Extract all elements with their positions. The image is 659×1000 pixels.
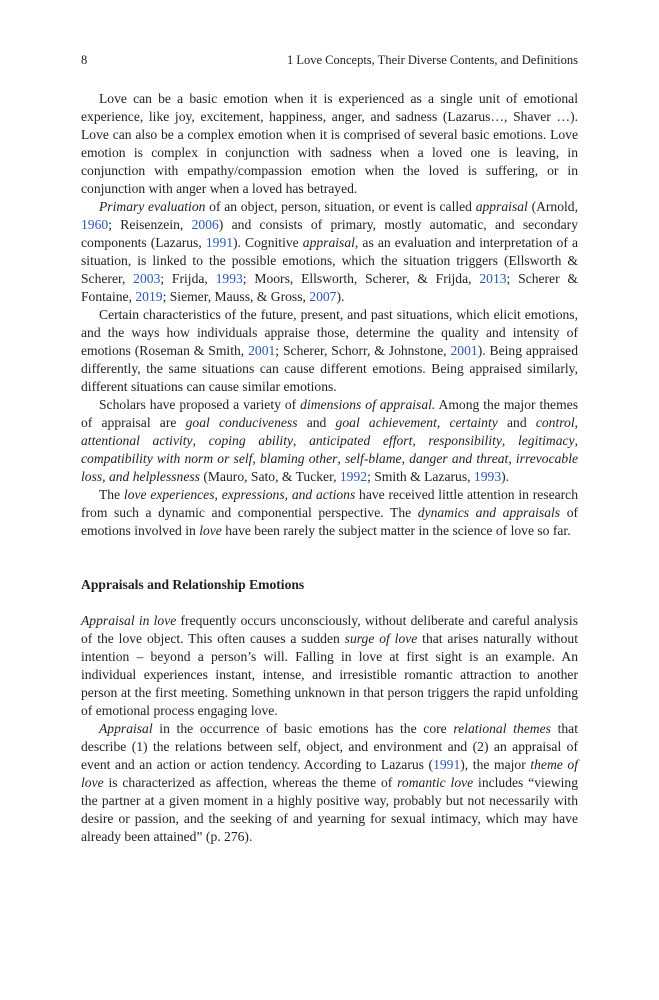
citation-link[interactable]: 2013	[479, 271, 507, 286]
text-run: in the occurrence of basic emotions has the core	[152, 721, 454, 736]
text-run: ).	[336, 289, 345, 304]
text-run: Among the major themes of appraisal are	[81, 397, 578, 430]
italic-term: irrevocable loss	[81, 451, 579, 484]
italic-term: control	[535, 415, 575, 430]
text-run: ). Being appraised differently, the same situations can cause different emotions. Being appraised similarly, different situations can cause similar emotions.	[81, 343, 579, 394]
text-run: Love can be a basic emotion when it is experienced as a single unit of emotional experience, like joy, excitement, happiness, anger, and sadness (Lazarus…, Shaver …). Love can also be a complex emotion when it is comprised of several basic emotions. Love emotion is complex in conjunction with sadness when a loved one is leaving, in conjunction with empathy/compassion emotion when the loved is suffering, or in conjunction with anger when a loved has betrayed.	[81, 91, 578, 196]
citation-link[interactable]: 1960	[81, 217, 109, 232]
italic-term: certainty	[449, 415, 498, 430]
text-run: Scholars have proposed a variety of	[99, 397, 301, 412]
italic-term: responsibility	[428, 433, 502, 448]
text-run: ,	[574, 433, 579, 448]
citation-link[interactable]: 2006	[191, 217, 219, 232]
text-run: ; Siemer, Mauss, & Gross,	[162, 289, 310, 304]
text-run: ,	[337, 451, 345, 466]
paragraph	[81, 720, 578, 846]
italic-term: danger and threat	[409, 451, 509, 466]
italic-term: Appraisal	[99, 721, 153, 736]
text-run: , as an evaluation and interpretation of a situation, is linked to the possible emotions, which the situation triggers (Ellsworth & Scherer,	[81, 235, 578, 286]
italic-term: dimensions of appraisal.	[300, 397, 436, 412]
text-run: includes “viewing the partner at a given moment in a highly positive way, probably but not necessarily with desire or passion, and the seeking of and yearning for sexual intimacy, which may have already been attained” (p. 276).	[81, 775, 579, 844]
text-run: ; Frijda,	[160, 271, 216, 286]
italic-term: attentional activity	[81, 433, 193, 448]
running-head: 1 Love Concepts, Their Diverse Contents, and Definitions	[286, 53, 578, 67]
citation-link[interactable]: 1991	[433, 757, 461, 772]
text-run: ,	[252, 451, 260, 466]
italic-term: coping ability	[208, 433, 294, 448]
section-spacer	[81, 540, 578, 576]
italic-term: love	[199, 523, 222, 538]
italic-term: surge of love	[344, 631, 418, 646]
citation-link[interactable]: 2007	[309, 289, 337, 304]
italic-term: dynamics and appraisals	[417, 505, 561, 520]
section-heading: Appraisals and Relationship Emotions	[81, 577, 305, 592]
text-run: The	[99, 487, 124, 502]
paragraph	[81, 486, 578, 540]
text-run: and	[497, 415, 536, 430]
italic-term: blaming other	[259, 451, 338, 466]
text-run: ,	[214, 487, 222, 502]
text-run: ; Scherer, Schorr, & Johnstone,	[275, 343, 451, 358]
italic-term: expressions	[221, 487, 285, 502]
text-run: and	[297, 415, 336, 430]
text-run: is characterized as affection, whereas the theme of	[103, 775, 398, 790]
italic-term: relational themes	[453, 721, 551, 736]
italic-term: love experiences	[123, 487, 215, 502]
citation-link[interactable]: 2001	[248, 343, 276, 358]
italic-term: romantic love	[397, 775, 474, 790]
text-run: that arises naturally without intention – beyond a person’s will. Falling in love at first sight is an example. An individual experiences instant, intense, and irresistible romantic attraction to another person at the first meeting. Something unknown in that person triggers the rapid unfolding of emotional process engaging love.	[81, 631, 578, 718]
text-run: ) and consists of primary, mostly automatic, and secondary components (Lazarus,	[81, 217, 578, 250]
text-run: frequently occurs unconsciously, without deliberate and careful analysis of the love object. This often causes a sudden	[81, 613, 578, 646]
text-run: ,	[284, 487, 292, 502]
italic-term: Appraisal in love	[81, 613, 177, 628]
heading-spacer	[81, 594, 578, 612]
citation-link[interactable]: 1991	[205, 235, 234, 250]
paragraph	[81, 612, 578, 720]
italic-term: goal conduciveness	[185, 415, 298, 430]
citation-link[interactable]: 2001	[450, 343, 478, 358]
citation-link[interactable]: 2019	[135, 289, 163, 304]
text-run: (Arnold,	[527, 199, 579, 214]
italic-term: self-blame	[344, 451, 402, 466]
text-run: of an object, person, situation, or event is called	[205, 199, 476, 214]
body-text	[81, 90, 578, 846]
text-run: ,	[102, 469, 109, 484]
text-run: ,	[401, 451, 410, 466]
text-run: ; Smith & Lazarus,	[367, 469, 474, 484]
page-number: 8	[81, 53, 88, 67]
text-run: ). Cognitive	[233, 235, 303, 250]
text-run: ; Moors, Ellsworth, Scherer, & Frijda,	[242, 271, 480, 286]
citation-link[interactable]: 2003	[133, 271, 161, 286]
text-run: ).	[501, 469, 510, 484]
text-run: ; Scherer & Fontaine,	[81, 271, 578, 304]
text-run: of emotions involved in	[81, 505, 579, 538]
text-run: have received little attention in research from such a dynamic and componential perspective. The	[81, 487, 578, 520]
citation-link[interactable]: 1993	[215, 271, 243, 286]
citation-link[interactable]: 1992	[339, 469, 368, 484]
italic-term: legitimacy	[517, 433, 575, 448]
text-run: ,	[508, 451, 516, 466]
italic-term: appraisal	[475, 199, 528, 214]
text-run: ,	[436, 415, 450, 430]
text-run: that describe (1) the relations between self, object, and environment and (2) an appraisal of event and an action or action tendency. According to Lazarus (	[81, 721, 578, 772]
italic-term: theme of love	[81, 757, 578, 790]
italic-term: appraisal	[302, 235, 355, 250]
text-run: ), the major	[460, 757, 531, 772]
italic-term: Primary evaluation	[99, 199, 206, 214]
text-run: Certain characteristics of the future, present, and past situations, which elicit emotions, and the ways how individuals appraise those, determine the quality and intensity of emotions (Roseman & Smith,	[81, 307, 578, 358]
text-run: ,	[412, 433, 429, 448]
italic-term: anticipated effort	[309, 433, 413, 448]
text-run: have been rarely the subject matter in the science of love so far.	[221, 523, 571, 538]
citation-link[interactable]: 1993	[473, 469, 502, 484]
text-run: ,	[293, 433, 310, 448]
italic-term: and actions	[291, 487, 356, 502]
text-run: ,	[574, 415, 579, 430]
text-run: ,	[192, 433, 209, 448]
text-run: ,	[501, 433, 518, 448]
italic-term: and helplessness	[108, 469, 200, 484]
paragraph	[81, 198, 578, 306]
paragraph	[81, 90, 578, 198]
text-run: ; Reisenzein,	[108, 217, 192, 232]
italic-term: compatibility with norm or self	[81, 451, 253, 466]
text-run: (Mauro, Sato, & Tucker,	[199, 469, 340, 484]
paragraph	[81, 396, 578, 486]
italic-term: goal achievement	[335, 415, 437, 430]
paragraph	[81, 306, 578, 396]
